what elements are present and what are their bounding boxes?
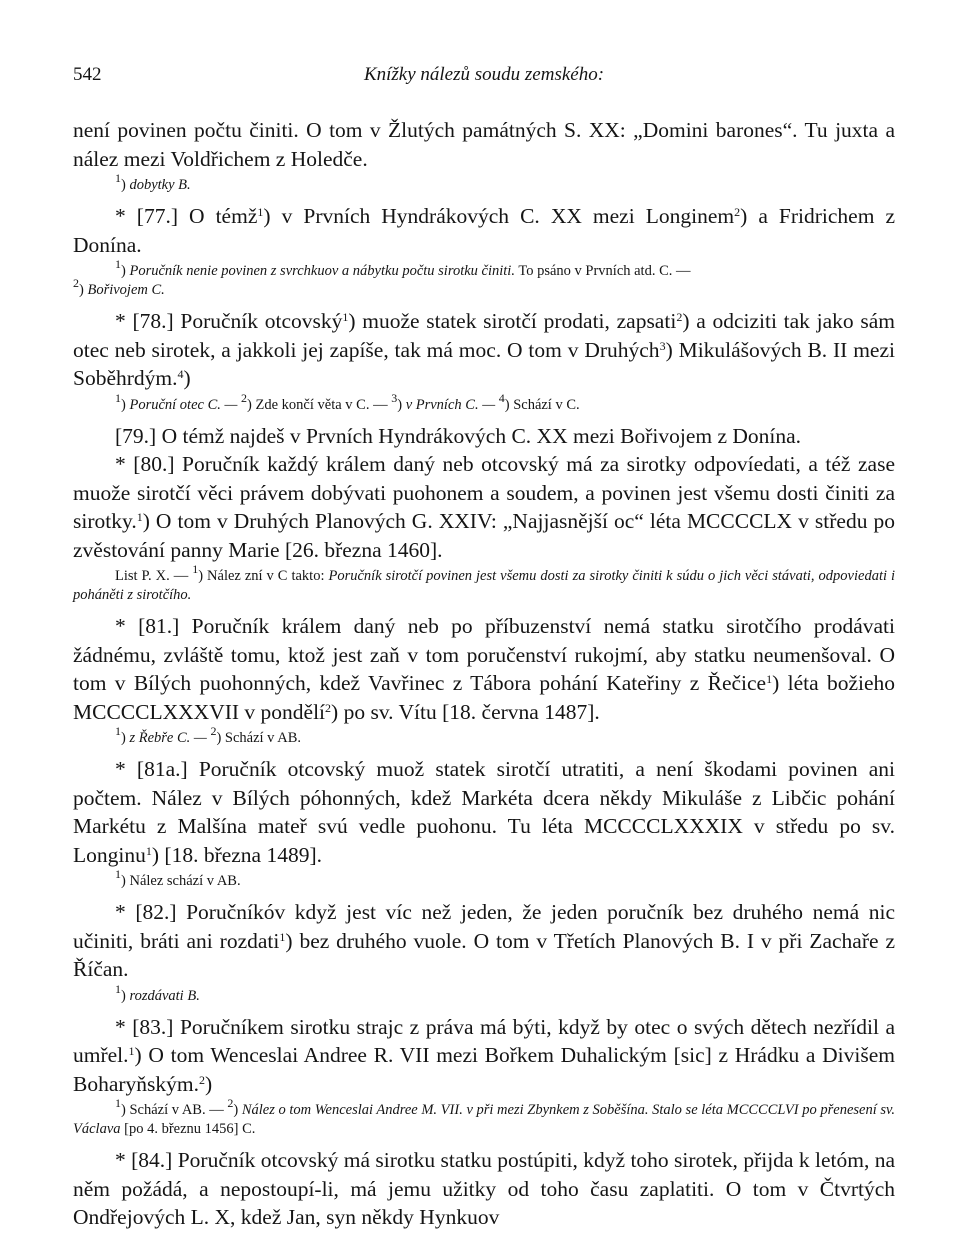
paragraph-84: * [84.] Poručník otcovský má sirotku statku postúpiti, když toho sirotek, přijda k letóm, na něm požádá, a nepostoupí-li, má jemu užitky od toho času zaplatiti. O tom v Čtvrtých Ondřejových L. X, kdež Jan, syn někdy Hynkuov: [73, 1148, 895, 1229]
footnote: $^1$) rozdávati B.: [115, 981, 200, 1004]
footnote: $^1$) dobytky B.: [115, 171, 191, 193]
paragraph: není povinen počtu činiti. O tom v Žlutých památných S. XX: „Domini barones“. Tu juxta a nález mezi Voldřichem z Holedče.: [73, 118, 895, 171]
paragraph-81a: * [81a.] Poručník otcovský muož statek sirotčí utratiti, a není škodami povinen ani počtem. Nález v Bílých póhonných, kdež Markéta dcera někdy Mikuláše z Libčic pohání Markétu z Malšína mateř svú vedle puohonu. Tu léta MCCCCLXXXIX v středu po sv. Longinu$^1$) [18. března 1489].: [73, 757, 895, 867]
footnote: List P. X. — $^1$) Nález zní v C takto: Poručník sirotčí povinen jest všemu dosti za sirotky činiti k súdu o jich věci stávati, odpoviedati i poháněti z sirotčího.: [73, 562, 896, 603]
page-body: [73, 116, 895, 1232]
paragraph-82: * [82.] Poručníkóv když jest víc než jeden, že jeden poručník bez druhého nemá nic učiniti, bráti ani rozdati$^1$) bez druhého vuole. O tom v Třetích Planových B. I v při Zachaře z Říčan.: [73, 900, 895, 981]
footnote: $^1$) Schází v AB. — $^2$) Nález o tom Wenceslai Andree M. VII. v při mezi Zbynkem z Soběšína. Stalo se léta MCCCCLVI po přenesení sv. Václava [po 4. březnu 1456] C.: [73, 1096, 895, 1137]
page-number: 542: [73, 64, 102, 85]
running-title: Knížky nálezů soudu zemského:: [363, 64, 605, 85]
footnote: $^1$) Nález schází v AB.: [115, 867, 241, 889]
page-header: [73, 64, 895, 92]
footnote: $^1$) Poručník nenie povinen z svrchkuov a nábytku počtu sirotku činiti. To psáno v Prvních atd. C. — $^2$) Bořivojem C.: [73, 257, 691, 298]
paragraph-78: * [78.] Poručník otcovský$^1$) muože statek sirotčí prodati, zapsati$^2$) a odciziti tak jako sám otec neb sirotek, a jakkoli jej zapíše, tak má moc. O tom v Druhých$^3$) Mikulášových B. II mezi Soběhrdým.$^4$): [73, 309, 896, 390]
footnote: $^1$) z Řebře C. — $^2$) Schází v AB.: [115, 724, 302, 746]
footnote: $^1$) Poruční otec C. — $^2$) Zde končí věta v C. — $^3$) v Prvních C. — $^4$) Schází v C.: [115, 390, 580, 413]
paragraph-80: * [80.] Poručník každý králem daný neb otcovský má za sirotky odpovíedati, a též zase muože sirotčí věci právem dobývati puohonem a soudem, a povinen jest všemu dosti činiti za sirotky.$^1$) O tom v Druhých Planových G. XXIV: „Najjasnější oc“ léta MCCCCLX v středu po zvěstování panny Marie [26. března 1460].: [73, 452, 895, 562]
paragraph-79: [79.] O témž najdeš v Prvních Hyndrákových C. XX mezi Bořivojem z Donína.: [115, 423, 802, 448]
paragraph-81: * [81.] Poručník králem daný neb po příbuzenství nemá statku sirotčího prodávati žádnému, zvláště tomu, ktož jest zaň v tom poručenství rukojmí, aby statku neumenšoval. O tom v Bílých puohonných, kdež Vavřinec z Tábora pohání Kateřiny z Řečice$^1$) léta božieho MCCCCLXXXVII v pondělí$^2$) po sv. Vítu [18. června 1487].: [73, 614, 896, 724]
paragraph-77: * [77.] O témž$^1$) v Prvních Hyndrákových C. XX mezi Longinem$^2$) a Fridrichem z Donína.: [73, 204, 895, 257]
paragraph-83: * [83.] Poručníkem sirotku strajc z práva má býti, když by otec o svých dětech nezřídil a umřel.$^1$) O tom Wenceslai Andree R. VII mezi Bořkem Duhalickým [sic] z Hrádku a Divišem Boharyňským.$^2$): [73, 1014, 895, 1096]
